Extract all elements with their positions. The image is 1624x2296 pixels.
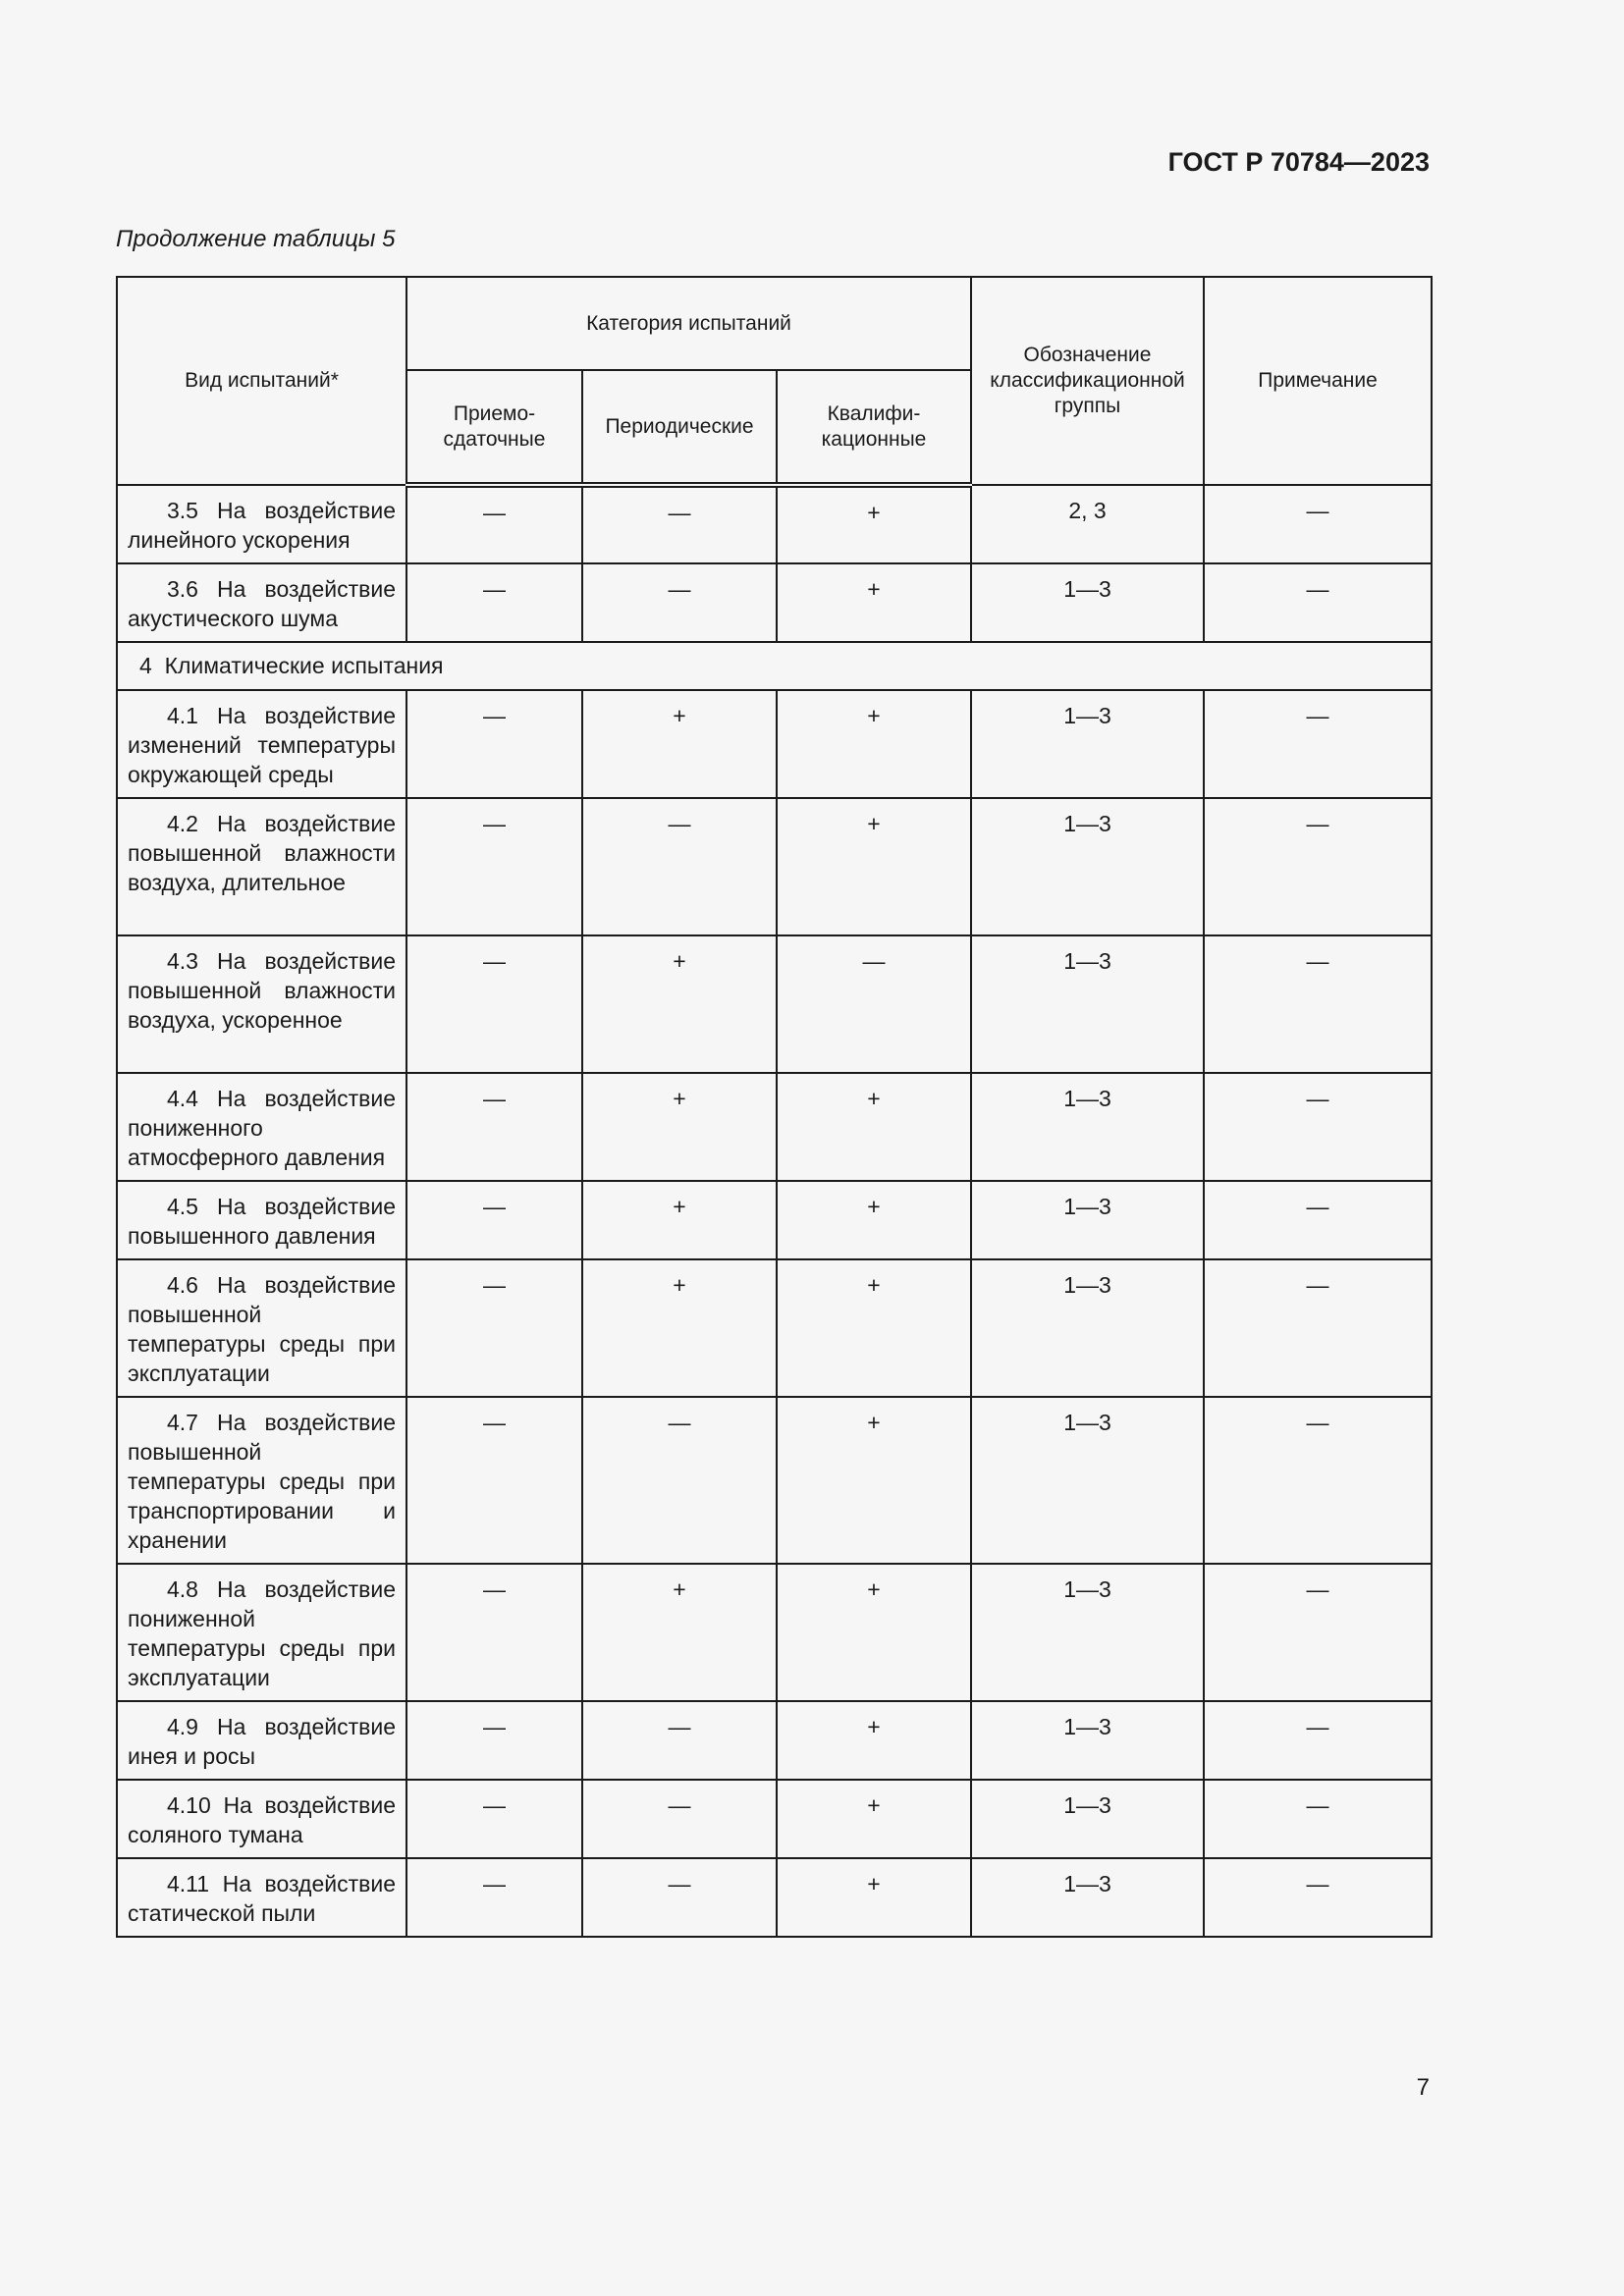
cell-acceptance: — (406, 1858, 582, 1937)
cell-test-type (117, 1701, 406, 1780)
cell-periodic: — (582, 1397, 777, 1564)
cell-acceptance: — (406, 1397, 582, 1564)
cell-note: — (1204, 1397, 1432, 1564)
cell-test-type (117, 485, 406, 563)
cell-acceptance: — (406, 798, 582, 935)
cell-periodic: + (582, 690, 777, 798)
header-periodic: Периодические (582, 370, 777, 485)
cell-group: 1—3 (971, 1701, 1204, 1780)
cell-note: — (1204, 1073, 1432, 1181)
test-number: 4.10 (167, 1792, 211, 1818)
cell-acceptance: — (406, 563, 582, 642)
cell-acceptance: — (406, 1073, 582, 1181)
cell-periodic: — (582, 1780, 777, 1858)
cell-qualification: + (777, 1780, 971, 1858)
table-row (117, 563, 1432, 642)
section-number: 4 (139, 653, 152, 678)
test-number: 4.11 (167, 1871, 210, 1896)
cell-acceptance: — (406, 1780, 582, 1858)
cell-note: — (1204, 935, 1432, 1073)
test-number: 4.1 (167, 703, 198, 728)
table-row (117, 1780, 1432, 1858)
cell-group: 2, 3 (971, 485, 1204, 563)
test-name: На воздействие повышенной влажности воздуха, длительное (128, 811, 396, 895)
test-number: 3.6 (167, 576, 198, 602)
cell-test-type (117, 563, 406, 642)
header-test-type: Вид испытаний* (117, 277, 406, 485)
test-name: На воздействие пониженного атмосферного давления (128, 1086, 396, 1170)
cell-test-type (117, 1564, 406, 1701)
test-number: 4.5 (167, 1194, 198, 1219)
table-row (117, 1701, 1432, 1780)
cell-qualification: + (777, 1701, 971, 1780)
cell-group: 1—3 (971, 1259, 1204, 1397)
cell-qualification: + (777, 690, 971, 798)
cell-note: — (1204, 1181, 1432, 1259)
test-name: На воздействие акустического шума (128, 576, 396, 631)
cell-periodic: + (582, 1259, 777, 1397)
cell-note: — (1204, 1858, 1432, 1937)
cell-acceptance: — (406, 690, 582, 798)
cell-note: — (1204, 563, 1432, 642)
header-acceptance: Приемо-сдаточные (406, 370, 582, 485)
table-row (117, 1858, 1432, 1937)
test-name: На воздействие инея и росы (128, 1714, 396, 1769)
cell-group: 1—3 (971, 690, 1204, 798)
cell-note: — (1204, 798, 1432, 935)
test-number: 4.6 (167, 1272, 198, 1298)
cell-acceptance: — (406, 1564, 582, 1701)
cell-note: — (1204, 1780, 1432, 1858)
test-number: 4.8 (167, 1576, 198, 1602)
test-number: 4.7 (167, 1410, 198, 1435)
cell-test-type (117, 1397, 406, 1564)
cell-note: — (1204, 1701, 1432, 1780)
cell-group: 1—3 (971, 935, 1204, 1073)
cell-test-type (117, 798, 406, 935)
test-number: 3.5 (167, 498, 198, 523)
cell-test-type (117, 1259, 406, 1397)
test-number: 4.9 (167, 1714, 198, 1739)
test-name: На воздействие повышенной температуры среды при эксплуатации (128, 1272, 396, 1386)
table-row (117, 798, 1432, 935)
table-row (117, 1181, 1432, 1259)
table-row (117, 935, 1432, 1073)
table-row (117, 1259, 1432, 1397)
test-name: На воздействие повышенной влажности воздуха, ускоренное (128, 948, 396, 1033)
cell-acceptance: — (406, 1701, 582, 1780)
header-qualification: Квалифи-кационные (777, 370, 971, 485)
cell-note: — (1204, 1564, 1432, 1701)
cell-note: — (1204, 690, 1432, 798)
test-number: 4.2 (167, 811, 198, 836)
test-name: На воздействие пониженной температуры среды при эксплуатации (128, 1576, 396, 1690)
test-number: 4.4 (167, 1086, 198, 1111)
cell-qualification: + (777, 798, 971, 935)
header-note: Примечание (1204, 277, 1432, 485)
cell-note: — (1204, 485, 1432, 563)
cell-periodic: + (582, 935, 777, 1073)
cell-qualification: — (777, 935, 971, 1073)
section-title: Климатические испытания (164, 653, 444, 678)
test-name: На воздействие соляного тумана (128, 1792, 396, 1847)
cell-qualification: + (777, 1259, 971, 1397)
test-number: 4.3 (167, 948, 198, 974)
cell-qualification: + (777, 1073, 971, 1181)
cell-group: 1—3 (971, 1181, 1204, 1259)
cell-periodic: — (582, 798, 777, 935)
cell-qualification: + (777, 1858, 971, 1937)
cell-group: 1—3 (971, 1858, 1204, 1937)
cell-test-type (117, 1780, 406, 1858)
table-row (117, 690, 1432, 798)
cell-note: — (1204, 1259, 1432, 1397)
table-row (117, 1564, 1432, 1701)
cell-acceptance: — (406, 485, 582, 563)
cell-periodic: — (582, 563, 777, 642)
test-table (116, 276, 1433, 1938)
table-row (117, 1397, 1432, 1564)
page-number: 7 (1416, 2074, 1430, 2101)
cell-qualification: + (777, 1397, 971, 1564)
cell-periodic: + (582, 1073, 777, 1181)
cell-test-type (117, 1073, 406, 1181)
cell-acceptance: — (406, 1181, 582, 1259)
table-continuation-caption: Продолжение таблицы 5 (116, 226, 396, 252)
test-name: На воздействие повышенного давления (128, 1194, 396, 1249)
cell-test-type (117, 690, 406, 798)
cell-group: 1—3 (971, 1073, 1204, 1181)
header-group: Обозначение классификационной группы (971, 277, 1204, 485)
test-name: На воздействие изменений температуры окружающей среды (128, 703, 396, 787)
test-name: На воздействие линейного ускорения (128, 498, 396, 553)
cell-periodic: + (582, 1564, 777, 1701)
cell-qualification: + (777, 485, 971, 563)
cell-acceptance: — (406, 935, 582, 1073)
cell-group: 1—3 (971, 1780, 1204, 1858)
cell-qualification: + (777, 563, 971, 642)
cell-periodic: — (582, 485, 777, 563)
cell-group: 1—3 (971, 1564, 1204, 1701)
cell-qualification: + (777, 1181, 971, 1259)
table-row (117, 485, 1432, 563)
cell-group: 1—3 (971, 1397, 1204, 1564)
header-category: Категория испытаний (406, 277, 971, 370)
cell-test-type (117, 1181, 406, 1259)
document-code: ГОСТ Р 70784—2023 (1167, 147, 1430, 177)
cell-periodic: — (582, 1858, 777, 1937)
test-name: На воздействие повышенной температуры среды при транспортировании и хранении (128, 1410, 396, 1553)
cell-qualification: + (777, 1564, 971, 1701)
cell-periodic: + (582, 1181, 777, 1259)
test-name: На воздействие статической пыли (128, 1871, 397, 1926)
section-row (117, 642, 1432, 690)
cell-group: 1—3 (971, 798, 1204, 935)
cell-periodic: — (582, 1701, 777, 1780)
table-row (117, 1073, 1432, 1181)
cell-acceptance: — (406, 1259, 582, 1397)
cell-group: 1—3 (971, 563, 1204, 642)
cell-test-type (117, 935, 406, 1073)
cell-test-type (117, 1858, 406, 1937)
